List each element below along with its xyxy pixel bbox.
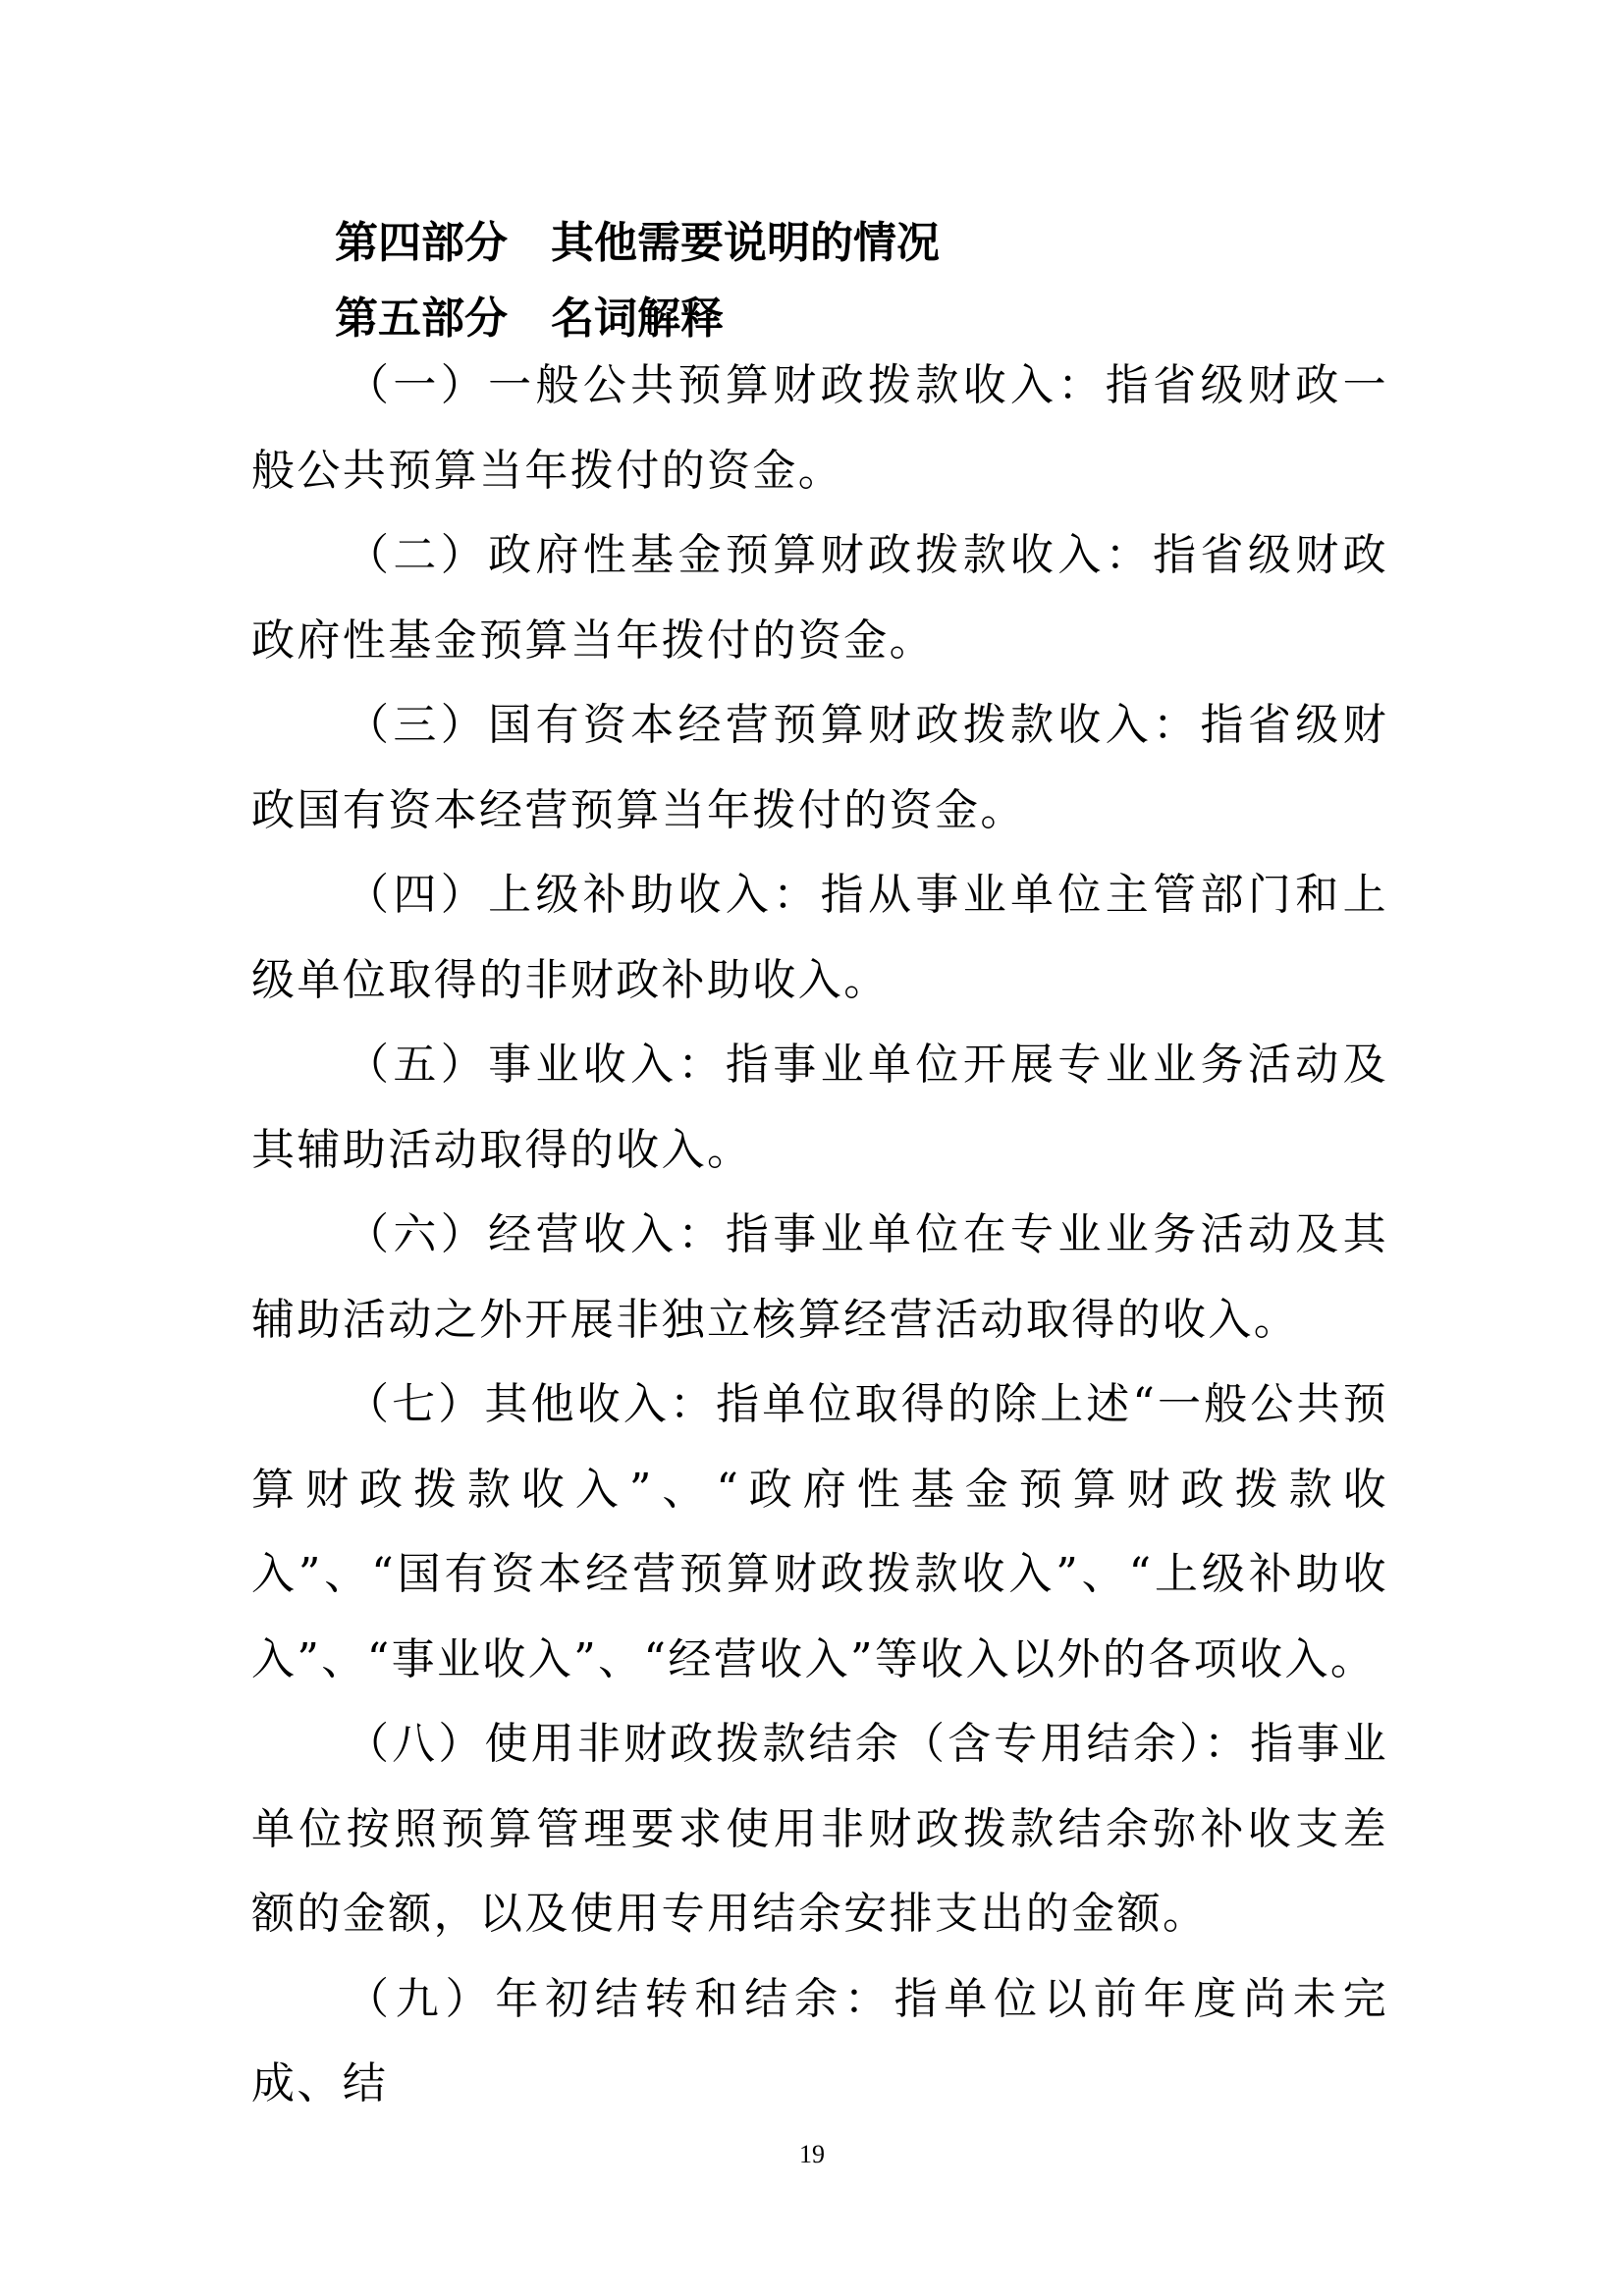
page-number: 19 <box>799 2140 825 2168</box>
definition-paragraph-3: （三）国有资本经营预算财政拨款收入：指省级财政国有资本经营预算当年拨付的资金。 <box>251 700 1388 835</box>
definition-paragraph-8: （八）使用非财政拨款结余（含专用结余）：指事业单位按照预算管理要求使用非财政拨款结余弥补收支差额的金额，以及使用专用结余安排支出的金额。 <box>251 1719 1388 1939</box>
section-heading-part4-label: 第四部分 <box>335 218 508 268</box>
section-heading-part5-title: 名词解释 <box>551 294 724 344</box>
section-heading-part5-label: 第五部分 <box>335 294 508 344</box>
definition-paragraph-1: （一）一般公共预算财政拨款收入：指省级财政一般公共预算当年拨付的资金。 <box>251 360 1388 496</box>
definition-paragraph-4: （四）上级补助收入：指从事业单位主管部门和上级单位取得的非财政补助收入。 <box>251 870 1388 1005</box>
definition-paragraph-6: （六）经营收入：指事业单位在专业业务活动及其辅助活动之外开展非独立核算经营活动取得的收入。 <box>251 1209 1388 1345</box>
section-heading-part5 <box>335 290 724 348</box>
definition-paragraph-5: （五）事业收入：指事业单位开展专业业务活动及其辅助活动取得的收入。 <box>251 1040 1388 1175</box>
definition-paragraph-9: （九）年初结转和结余：指单位以前年度尚未完成、结 <box>251 1973 1388 2109</box>
section-heading-part4 <box>335 214 940 273</box>
section-heading-part4-title: 其他需要说明的情况 <box>551 218 940 268</box>
definitions-body <box>251 344 1388 2127</box>
definition-paragraph-2: （二）政府性基金预算财政拨款收入：指省级财政政府性基金预算当年拨付的资金。 <box>251 530 1388 666</box>
definition-paragraph-7: （七）其他收入：指单位取得的除上述“一般公共预算财政拨款收入”、“政府性基金预算财政拨款收入”、“国有资本经营预算财政拨款收入”、“上级补助收入”、“事业收入”、“经营收入”等收入以外的各项收入。 <box>251 1379 1388 1684</box>
